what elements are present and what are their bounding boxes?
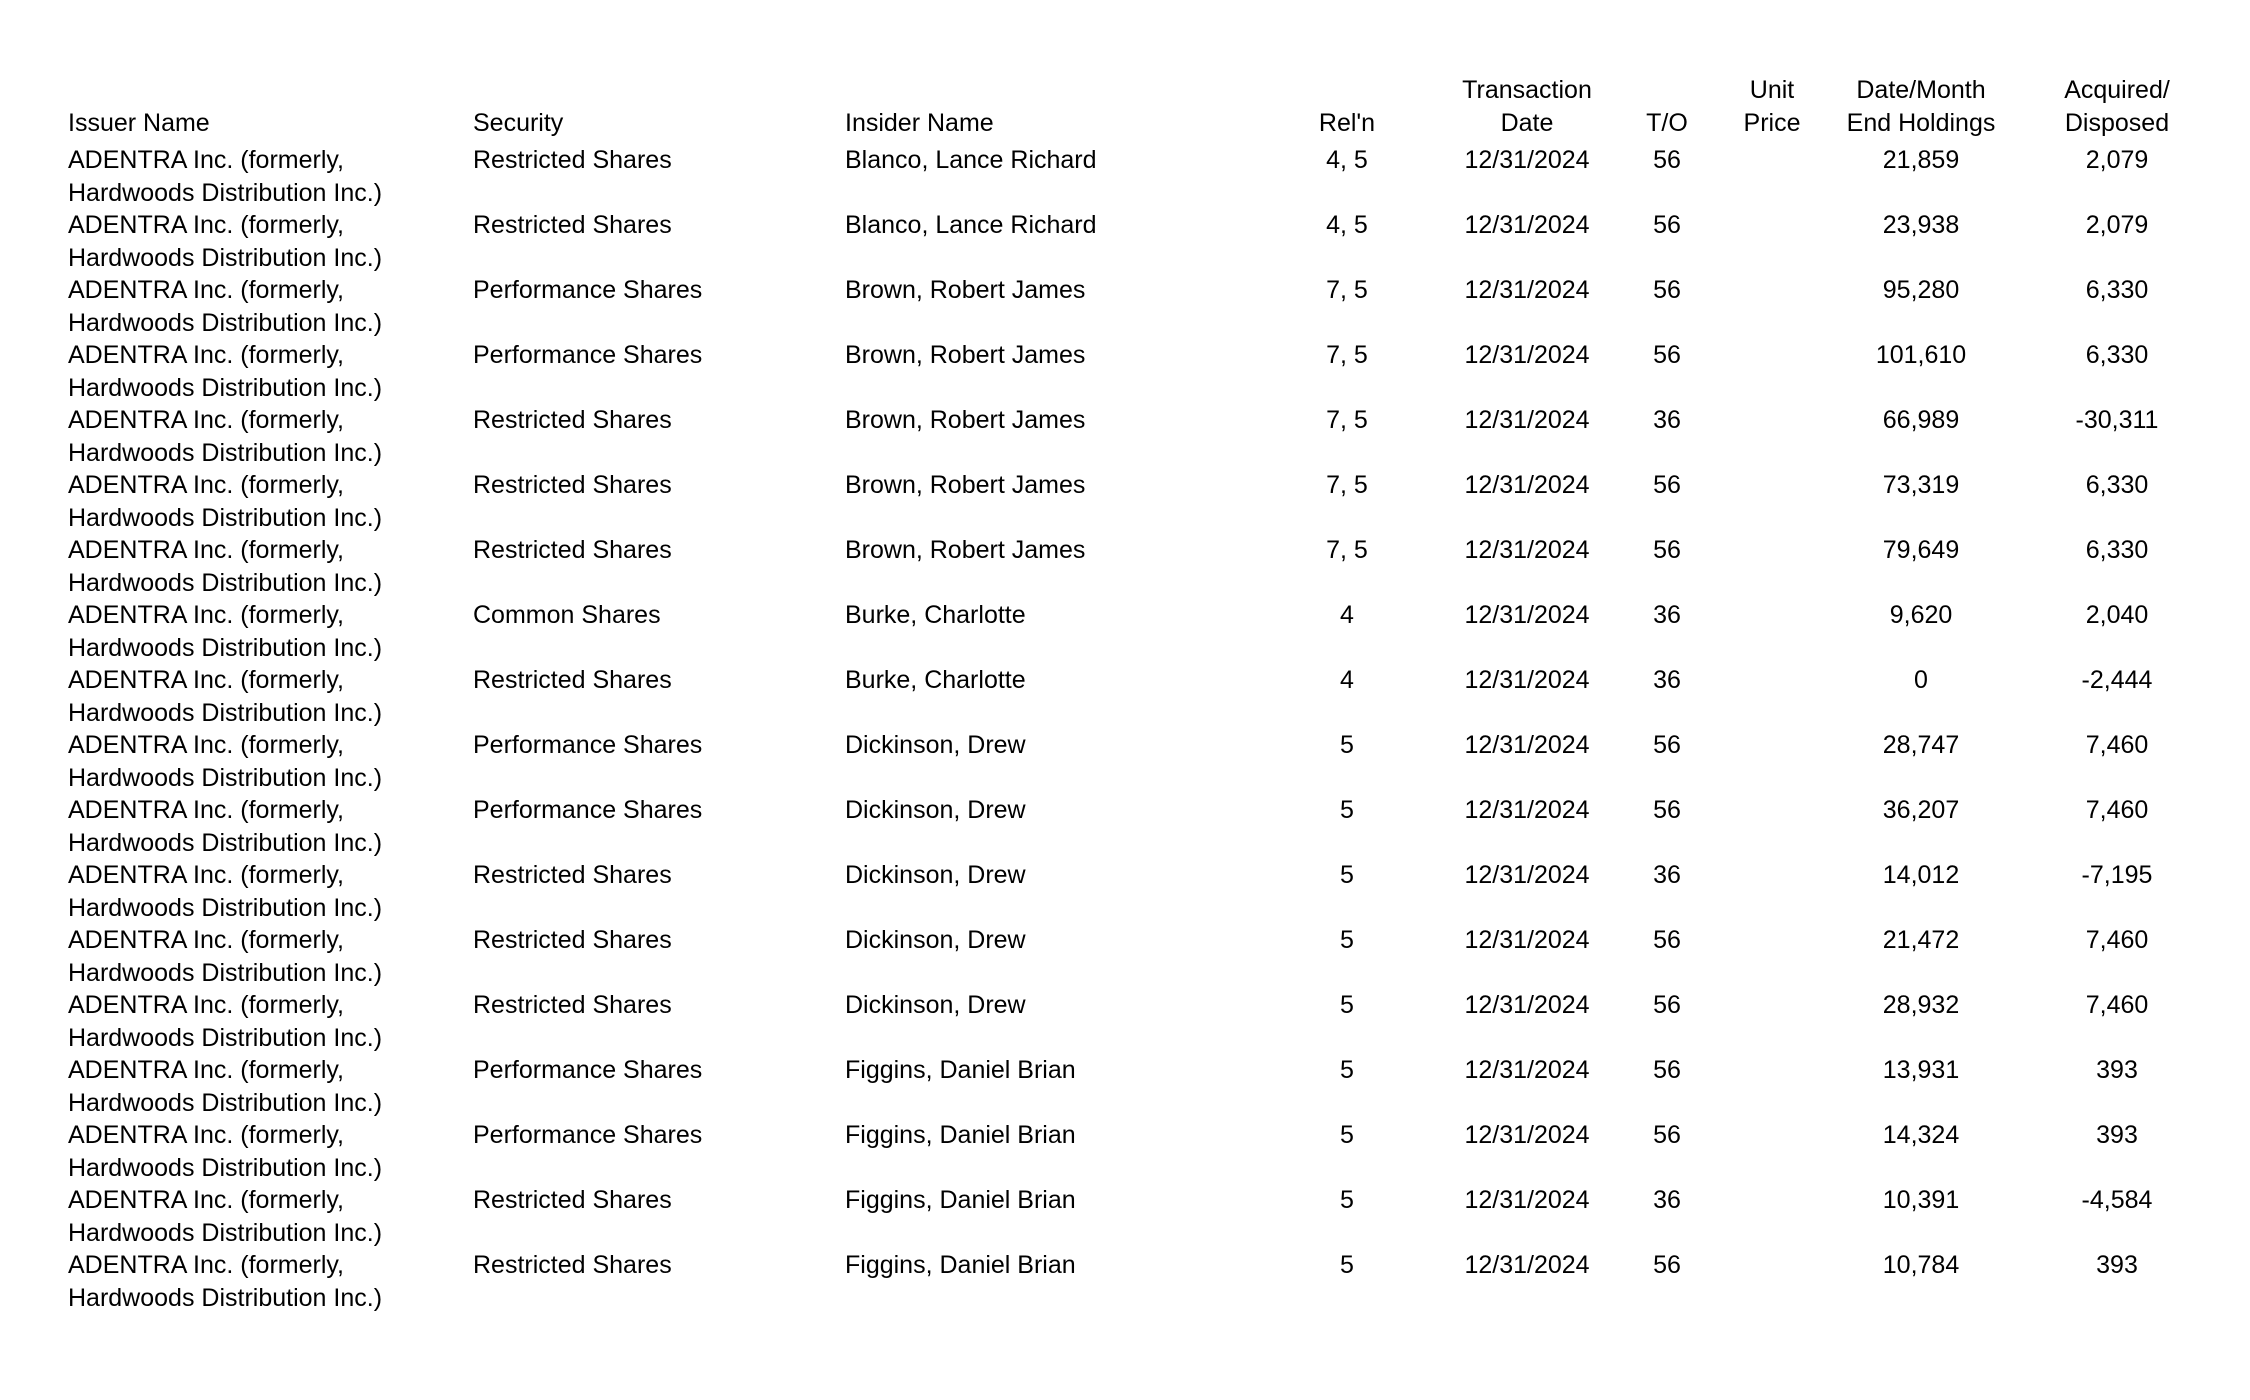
header-insider-name: Insider Name (845, 109, 994, 137)
header-transaction-date-line1: Transaction (1462, 76, 1592, 104)
cell-unit-price (1713, 729, 1831, 794)
cell-end-holdings: 79,649 (1882, 536, 1960, 564)
cell-unit-price (1713, 599, 1831, 664)
cell-transaction-date: 12/31/2024 (1464, 1251, 1590, 1279)
cell-security: Restricted Shares (473, 471, 672, 499)
issuer-name-line-2: Hardwoods Distribution Inc.) (68, 438, 383, 467)
header-end-holdings-line1: Date/Month (1856, 76, 1986, 104)
issuer-name-line-1: ADENTRA Inc. (formerly, (68, 796, 344, 824)
cell-insider-name: Brown, Robert James (845, 406, 1086, 434)
cell-unit-price (1713, 209, 1831, 274)
cell-end-holdings: 23,938 (1882, 211, 1960, 239)
issuer-name-line-2: Hardwoods Distribution Inc.) (68, 633, 383, 662)
cell-transaction-type: 36 (1653, 1186, 1681, 1214)
cell-unit-price (1713, 274, 1831, 339)
cell-end-holdings: 101,610 (1875, 341, 1967, 369)
issuer-name-line-1: ADENTRA Inc. (formerly, (68, 666, 344, 694)
cell-issuer-name (62, 1054, 467, 1119)
header-unit-price: Unit Price (1743, 76, 1801, 137)
cell-end-holdings: 21,859 (1882, 146, 1960, 174)
header-relationship: Rel'n (1318, 109, 1376, 137)
cell-acquired-disposed: 6,330 (2085, 276, 2149, 304)
table-row (62, 404, 2223, 469)
cell-issuer-name (62, 469, 467, 534)
issuer-name-line-1: ADENTRA Inc. (formerly, (68, 471, 344, 499)
cell-insider-name: Figgins, Daniel Brian (845, 1121, 1076, 1149)
cell-end-holdings: 28,932 (1882, 991, 1960, 1019)
cell-transaction-date: 12/31/2024 (1464, 146, 1590, 174)
table-row (62, 729, 2223, 794)
cell-end-holdings: 66,989 (1882, 406, 1960, 434)
issuer-name-line-1: ADENTRA Inc. (formerly, (68, 146, 344, 174)
cell-acquired-disposed: 7,460 (2085, 926, 2149, 954)
cell-transaction-type: 36 (1653, 861, 1681, 889)
table-row (62, 1249, 2223, 1314)
cell-insider-name: Figgins, Daniel Brian (845, 1251, 1076, 1279)
cell-unit-price (1713, 534, 1831, 599)
cell-acquired-disposed: 7,460 (2085, 731, 2149, 759)
table-row (62, 144, 2223, 209)
cell-transaction-type: 36 (1653, 406, 1681, 434)
cell-relationship: 4, 5 (1326, 211, 1368, 239)
table-row (62, 534, 2223, 599)
header-acquired-disposed-line1: Acquired/ (2064, 76, 2170, 104)
cell-unit-price (1713, 404, 1831, 469)
cell-insider-name: Brown, Robert James (845, 276, 1086, 304)
cell-transaction-type: 56 (1653, 341, 1681, 369)
cell-issuer-name (62, 1119, 467, 1184)
cell-security: Performance Shares (473, 1056, 703, 1084)
cell-transaction-type: 56 (1653, 471, 1681, 499)
cell-transaction-date: 12/31/2024 (1464, 211, 1590, 239)
cell-acquired-disposed: 393 (2096, 1251, 2138, 1279)
cell-issuer-name (62, 859, 467, 924)
issuer-name-line-2: Hardwoods Distribution Inc.) (68, 958, 383, 987)
cell-insider-name: Burke, Charlotte (845, 601, 1026, 629)
issuer-name-line-1: ADENTRA Inc. (formerly, (68, 1251, 344, 1279)
table-row (62, 924, 2223, 989)
table-row (62, 599, 2223, 664)
header-end-holdings-line2: End Holdings (1846, 109, 1996, 137)
cell-acquired-disposed: 7,460 (2085, 796, 2149, 824)
cell-unit-price (1713, 1119, 1831, 1184)
cell-issuer-name (62, 1184, 467, 1249)
cell-acquired-disposed: -30,311 (2075, 406, 2159, 434)
table-row (62, 1119, 2223, 1184)
cell-issuer-name (62, 404, 467, 469)
cell-issuer-name (62, 989, 467, 1054)
cell-acquired-disposed: 393 (2096, 1056, 2138, 1084)
cell-issuer-name (62, 274, 467, 339)
cell-security: Performance Shares (473, 796, 703, 824)
cell-transaction-date: 12/31/2024 (1464, 536, 1590, 564)
cell-security: Restricted Shares (473, 146, 672, 174)
cell-insider-name: Dickinson, Drew (845, 926, 1026, 954)
table-row (62, 1054, 2223, 1119)
cell-transaction-type: 36 (1653, 666, 1681, 694)
issuer-name-line-1: ADENTRA Inc. (formerly, (68, 861, 344, 889)
cell-end-holdings: 14,012 (1882, 861, 1960, 889)
issuer-name-line-1: ADENTRA Inc. (formerly, (68, 341, 344, 369)
cell-unit-price (1713, 469, 1831, 534)
cell-transaction-date: 12/31/2024 (1464, 341, 1590, 369)
table-header (62, 74, 2223, 144)
cell-issuer-name (62, 534, 467, 599)
cell-transaction-date: 12/31/2024 (1464, 276, 1590, 304)
issuer-name-line-2: Hardwoods Distribution Inc.) (68, 1283, 383, 1312)
cell-acquired-disposed: 6,330 (2085, 471, 2149, 499)
cell-unit-price (1713, 144, 1831, 209)
cell-issuer-name (62, 924, 467, 989)
cell-relationship: 7, 5 (1326, 276, 1368, 304)
cell-security: Restricted Shares (473, 991, 672, 1019)
issuer-name-line-1: ADENTRA Inc. (formerly, (68, 601, 344, 629)
header-row (62, 74, 2223, 144)
cell-transaction-type: 56 (1653, 1056, 1681, 1084)
cell-unit-price (1713, 1054, 1831, 1119)
cell-acquired-disposed: 2,040 (2085, 601, 2149, 629)
cell-acquired-disposed: -7,195 (2081, 861, 2153, 889)
cell-transaction-type: 56 (1653, 1121, 1681, 1149)
issuer-name-line-2: Hardwoods Distribution Inc.) (68, 763, 383, 792)
table-row (62, 1184, 2223, 1249)
header-issuer-name: Issuer Name (68, 109, 210, 137)
cell-acquired-disposed: 393 (2096, 1121, 2138, 1149)
cell-transaction-date: 12/31/2024 (1464, 1121, 1590, 1149)
table-row (62, 859, 2223, 924)
cell-end-holdings: 28,747 (1882, 731, 1960, 759)
cell-end-holdings: 0 (1914, 666, 1928, 694)
table-row (62, 794, 2223, 859)
table-row (62, 209, 2223, 274)
issuer-name-line-1: ADENTRA Inc. (formerly, (68, 276, 344, 304)
cell-insider-name: Dickinson, Drew (845, 731, 1026, 759)
cell-end-holdings: 21,472 (1882, 926, 1960, 954)
cell-security: Common Shares (473, 601, 661, 629)
issuer-name-line-2: Hardwoods Distribution Inc.) (68, 503, 383, 532)
table-row (62, 989, 2223, 1054)
cell-relationship: 4, 5 (1326, 146, 1368, 174)
cell-unit-price (1713, 1184, 1831, 1249)
cell-issuer-name (62, 1249, 467, 1314)
cell-transaction-date: 12/31/2024 (1464, 471, 1590, 499)
cell-transaction-date: 12/31/2024 (1464, 991, 1590, 1019)
cell-end-holdings: 9,620 (1889, 601, 1953, 629)
cell-end-holdings: 73,319 (1882, 471, 1960, 499)
cell-insider-name: Dickinson, Drew (845, 861, 1026, 889)
issuer-name-line-1: ADENTRA Inc. (formerly, (68, 926, 344, 954)
cell-transaction-date: 12/31/2024 (1464, 1186, 1590, 1214)
cell-security: Restricted Shares (473, 1186, 672, 1214)
cell-relationship: 5 (1340, 1251, 1354, 1279)
cell-insider-name: Brown, Robert James (845, 341, 1086, 369)
issuer-name-line-2: Hardwoods Distribution Inc.) (68, 178, 383, 207)
cell-insider-name: Burke, Charlotte (845, 666, 1026, 694)
cell-unit-price (1713, 924, 1831, 989)
cell-relationship: 5 (1340, 861, 1354, 889)
cell-relationship: 5 (1340, 1056, 1354, 1084)
issuer-name-line-2: Hardwoods Distribution Inc.) (68, 568, 383, 597)
table-row (62, 469, 2223, 534)
cell-security: Performance Shares (473, 731, 703, 759)
cell-acquired-disposed: -4,584 (2081, 1186, 2153, 1214)
issuer-name-line-1: ADENTRA Inc. (formerly, (68, 536, 344, 564)
issuer-name-line-2: Hardwoods Distribution Inc.) (68, 828, 383, 857)
cell-relationship: 4 (1340, 666, 1354, 694)
cell-acquired-disposed: 7,460 (2085, 991, 2149, 1019)
cell-transaction-date: 12/31/2024 (1464, 1056, 1590, 1084)
cell-transaction-type: 56 (1653, 536, 1681, 564)
cell-end-holdings: 36,207 (1882, 796, 1960, 824)
cell-acquired-disposed: 2,079 (2085, 146, 2149, 174)
cell-security: Restricted Shares (473, 1251, 672, 1279)
cell-unit-price (1713, 1249, 1831, 1314)
cell-security: Performance Shares (473, 1121, 703, 1149)
cell-transaction-date: 12/31/2024 (1464, 406, 1590, 434)
cell-acquired-disposed: -2,444 (2081, 666, 2153, 694)
cell-unit-price (1713, 794, 1831, 859)
cell-transaction-date: 12/31/2024 (1464, 666, 1590, 694)
cell-acquired-disposed: 2,079 (2085, 211, 2149, 239)
table-row (62, 664, 2223, 729)
cell-issuer-name (62, 144, 467, 209)
header-acquired-disposed-line2: Disposed (2064, 109, 2170, 137)
cell-insider-name: Figgins, Daniel Brian (845, 1056, 1076, 1084)
issuer-name-line-1: ADENTRA Inc. (formerly, (68, 991, 344, 1019)
issuer-name-line-1: ADENTRA Inc. (formerly, (68, 1186, 344, 1214)
cell-relationship: 5 (1340, 926, 1354, 954)
cell-insider-name: Figgins, Daniel Brian (845, 1186, 1076, 1214)
cell-security: Restricted Shares (473, 926, 672, 954)
cell-transaction-date: 12/31/2024 (1464, 601, 1590, 629)
cell-insider-name: Brown, Robert James (845, 471, 1086, 499)
cell-security: Performance Shares (473, 276, 703, 304)
cell-transaction-date: 12/31/2024 (1464, 796, 1590, 824)
header-security: Security (473, 109, 564, 137)
cell-transaction-type: 36 (1653, 601, 1681, 629)
table-row (62, 339, 2223, 404)
issuer-name-line-2: Hardwoods Distribution Inc.) (68, 1023, 383, 1052)
cell-issuer-name (62, 794, 467, 859)
header-acquired-disposed (2011, 74, 2223, 144)
cell-insider-name: Blanco, Lance Richard (845, 211, 1097, 239)
header-end-holdings (1831, 74, 2011, 144)
cell-transaction-type: 56 (1653, 926, 1681, 954)
cell-unit-price (1713, 664, 1831, 729)
cell-relationship: 5 (1340, 796, 1354, 824)
cell-security: Restricted Shares (473, 536, 672, 564)
insider-transactions-table (62, 74, 2223, 1314)
issuer-name-line-2: Hardwoods Distribution Inc.) (68, 893, 383, 922)
cell-relationship: 7, 5 (1326, 341, 1368, 369)
cell-insider-name: Dickinson, Drew (845, 796, 1026, 824)
cell-relationship: 5 (1340, 731, 1354, 759)
cell-unit-price (1713, 339, 1831, 404)
header-transaction-date-line2: Date (1500, 109, 1554, 137)
cell-end-holdings: 10,784 (1882, 1251, 1960, 1279)
cell-issuer-name (62, 729, 467, 794)
cell-transaction-type: 56 (1653, 731, 1681, 759)
header-transaction-type: T/O (1646, 109, 1688, 137)
cell-insider-name: Dickinson, Drew (845, 991, 1026, 1019)
header-transaction-date (1433, 74, 1621, 144)
issuer-name-line-2: Hardwoods Distribution Inc.) (68, 1153, 383, 1182)
cell-transaction-type: 56 (1653, 276, 1681, 304)
issuer-name-line-1: ADENTRA Inc. (formerly, (68, 406, 344, 434)
cell-end-holdings: 13,931 (1882, 1056, 1960, 1084)
issuer-name-line-2: Hardwoods Distribution Inc.) (68, 308, 383, 337)
issuer-name-line-2: Hardwoods Distribution Inc.) (68, 1088, 383, 1117)
cell-issuer-name (62, 209, 467, 274)
cell-relationship: 7, 5 (1326, 536, 1368, 564)
cell-transaction-type: 56 (1653, 211, 1681, 239)
issuer-name-line-1: ADENTRA Inc. (formerly, (68, 1056, 344, 1084)
issuer-name-line-2: Hardwoods Distribution Inc.) (68, 373, 383, 402)
cell-end-holdings: 14,324 (1882, 1121, 1960, 1149)
cell-unit-price (1713, 859, 1831, 924)
cell-acquired-disposed: 6,330 (2085, 536, 2149, 564)
cell-security: Restricted Shares (473, 211, 672, 239)
cell-transaction-type: 56 (1653, 146, 1681, 174)
cell-transaction-type: 56 (1653, 1251, 1681, 1279)
cell-issuer-name (62, 599, 467, 664)
cell-transaction-date: 12/31/2024 (1464, 731, 1590, 759)
cell-transaction-date: 12/31/2024 (1464, 861, 1590, 889)
table-row (62, 274, 2223, 339)
issuer-name-line-1: ADENTRA Inc. (formerly, (68, 731, 344, 759)
cell-issuer-name (62, 664, 467, 729)
cell-security: Restricted Shares (473, 406, 672, 434)
cell-relationship: 5 (1340, 1186, 1354, 1214)
issuer-name-line-2: Hardwoods Distribution Inc.) (68, 243, 383, 272)
cell-security: Restricted Shares (473, 666, 672, 694)
cell-unit-price (1713, 989, 1831, 1054)
cell-relationship: 7, 5 (1326, 406, 1368, 434)
cell-end-holdings: 10,391 (1882, 1186, 1960, 1214)
cell-security: Performance Shares (473, 341, 703, 369)
cell-insider-name: Brown, Robert James (845, 536, 1086, 564)
table-body (62, 144, 2223, 1314)
cell-security: Restricted Shares (473, 861, 672, 889)
cell-relationship: 7, 5 (1326, 471, 1368, 499)
cell-relationship: 4 (1340, 601, 1354, 629)
cell-acquired-disposed: 6,330 (2085, 341, 2149, 369)
cell-insider-name: Blanco, Lance Richard (845, 146, 1097, 174)
cell-transaction-type: 56 (1653, 991, 1681, 1019)
issuer-name-line-2: Hardwoods Distribution Inc.) (68, 698, 383, 727)
cell-issuer-name (62, 339, 467, 404)
issuer-name-line-2: Hardwoods Distribution Inc.) (68, 1218, 383, 1247)
cell-relationship: 5 (1340, 1121, 1354, 1149)
cell-end-holdings: 95,280 (1882, 276, 1960, 304)
issuer-name-line-1: ADENTRA Inc. (formerly, (68, 1121, 344, 1149)
cell-relationship: 5 (1340, 991, 1354, 1019)
cell-transaction-date: 12/31/2024 (1464, 926, 1590, 954)
issuer-name-line-1: ADENTRA Inc. (formerly, (68, 211, 344, 239)
cell-transaction-type: 56 (1653, 796, 1681, 824)
